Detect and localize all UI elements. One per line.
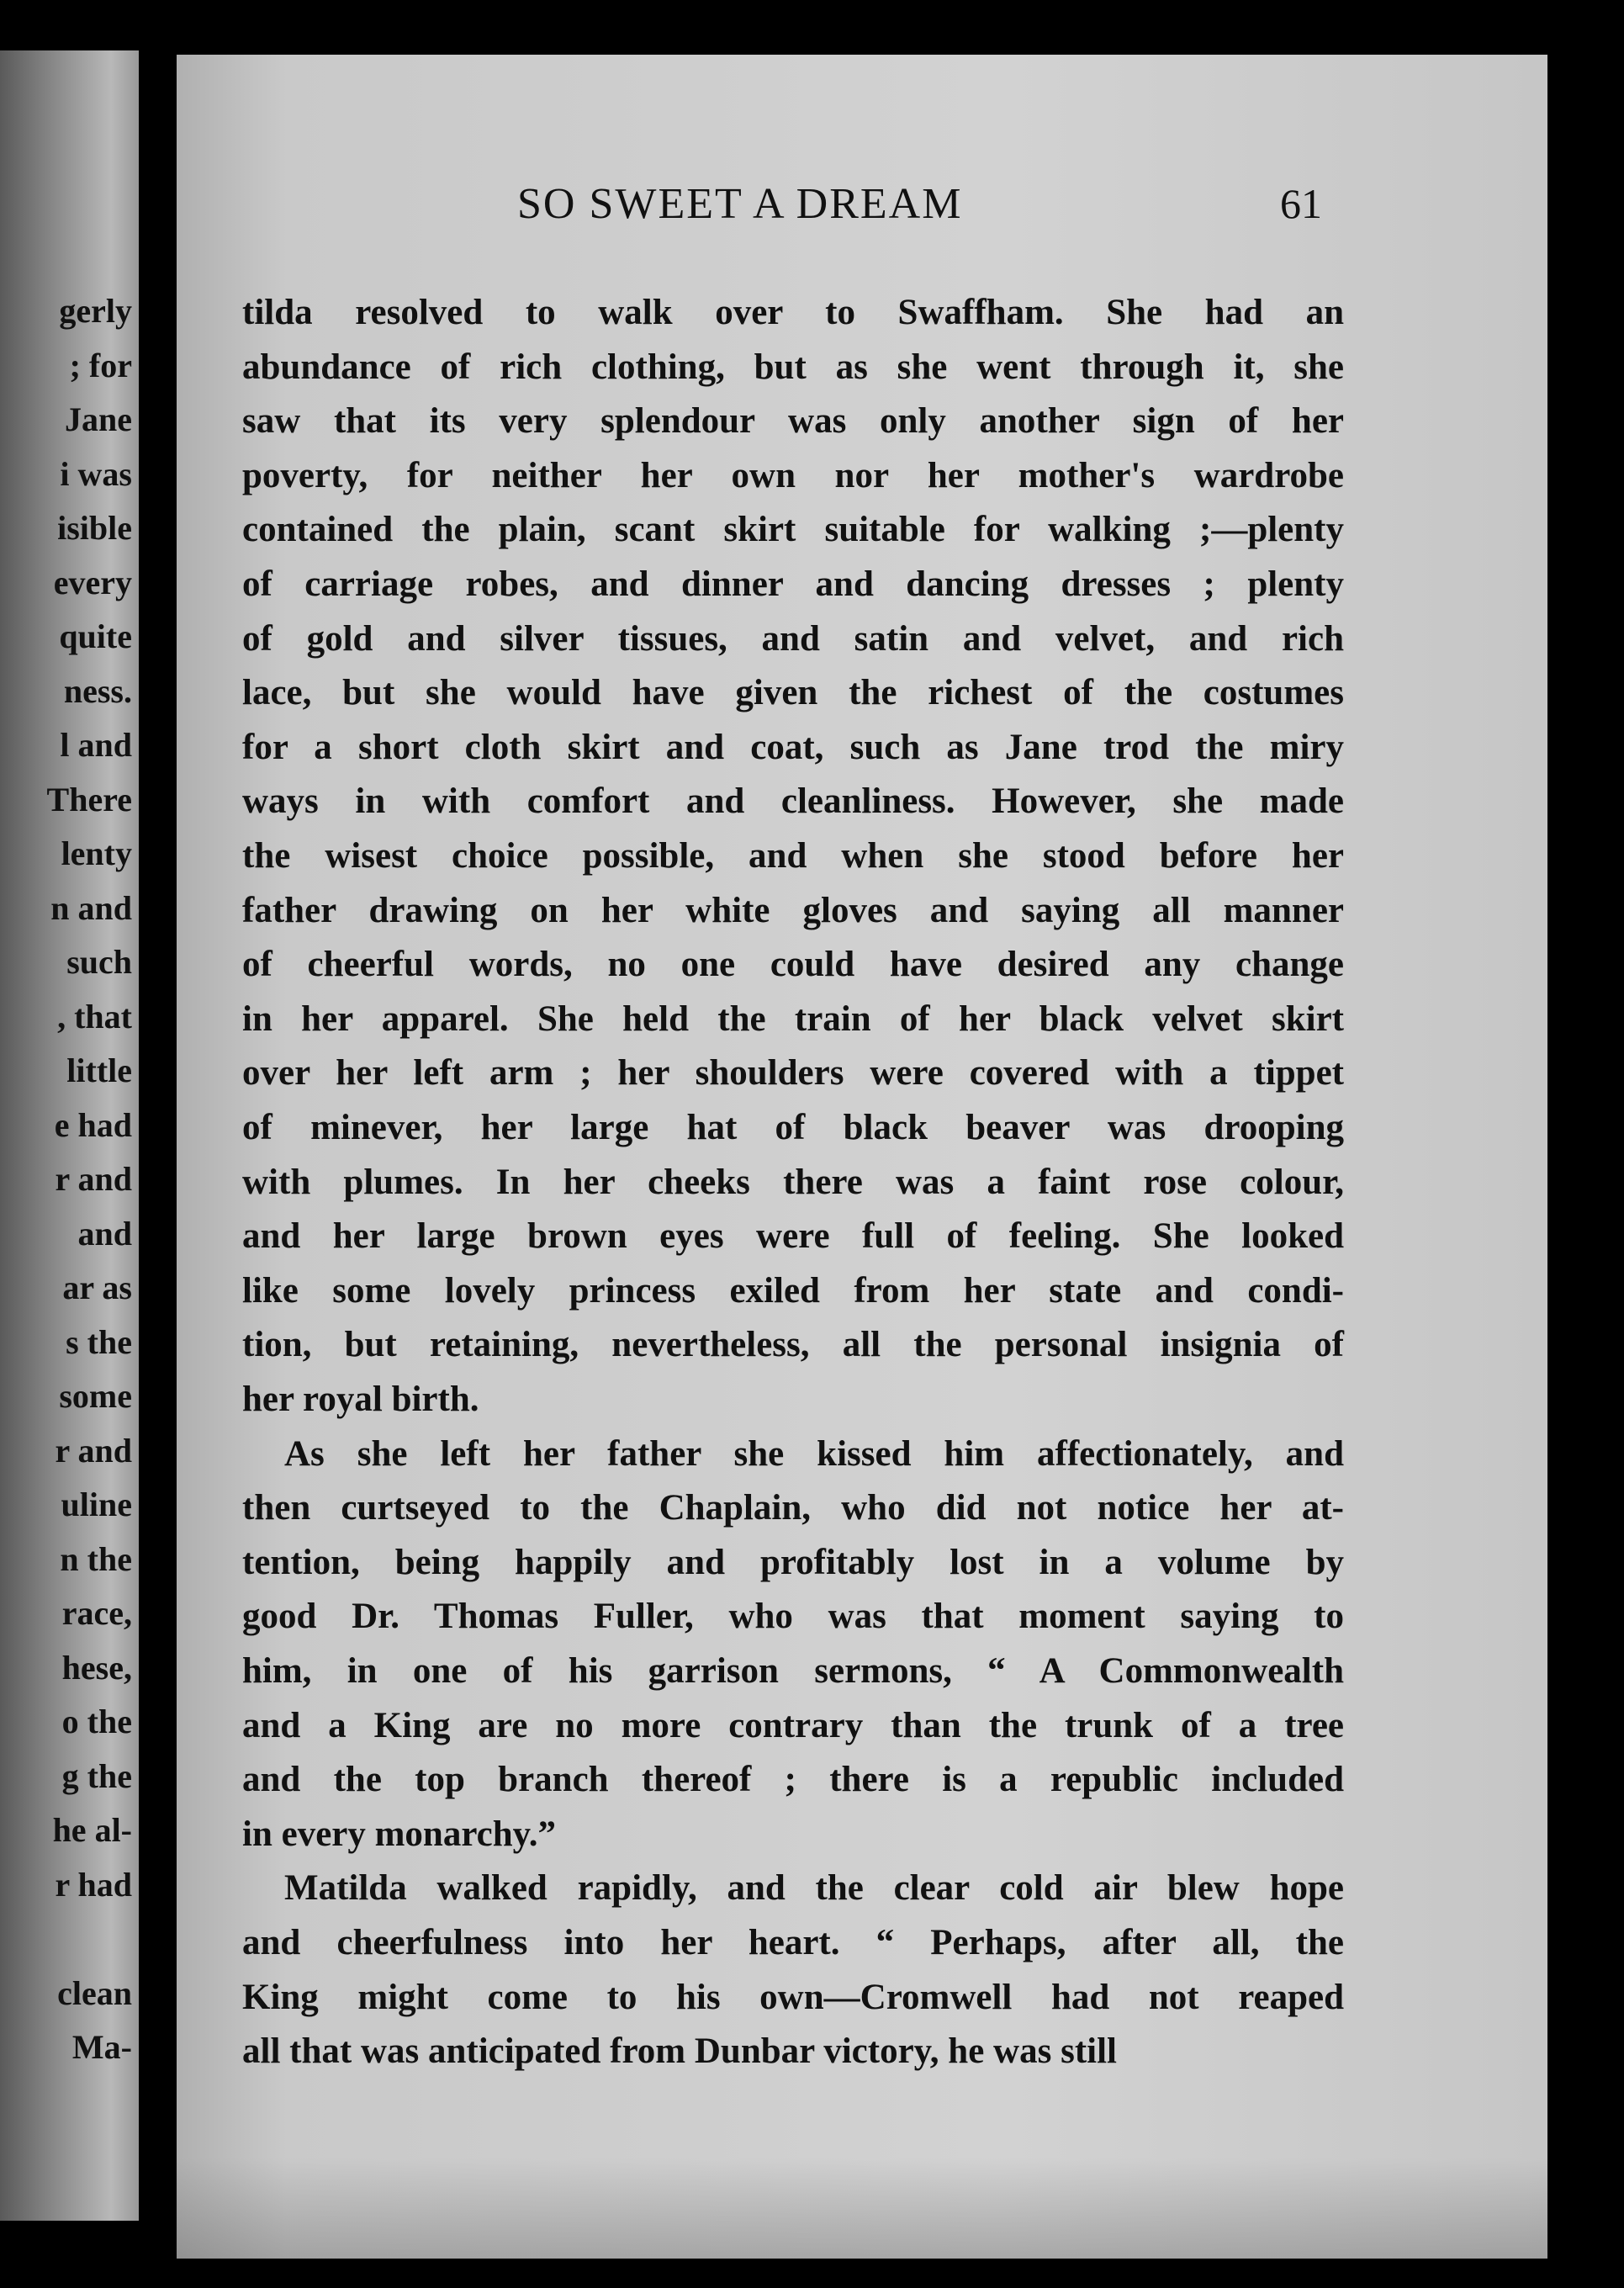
text-line: the wisest choice possible, and when she stood before her [242, 836, 1344, 876]
text-line: contained the plain, scant skirt suitable for walking ;—plenty [242, 510, 1344, 550]
facing-page-fragment: such [66, 943, 132, 981]
facing-page-fragment: he al- [52, 1811, 132, 1849]
text-line: Matilda walked rapidly, and the clear cold air blew hope [284, 1868, 1344, 1909]
text-line: saw that its very splendour was only another sign of her [242, 401, 1344, 442]
facing-page-fragment: r and [55, 1431, 132, 1470]
facing-page-fragment: ar as [62, 1268, 132, 1306]
facing-page-fragment: Jane [65, 400, 132, 438]
facing-page-fragment: n and [50, 888, 132, 927]
facing-page-fragment: and [77, 1214, 132, 1253]
facing-page-fragment: Ma- [71, 2028, 132, 2066]
facing-page-fragment: some [59, 1377, 132, 1415]
text-line: father drawing on her white gloves and saying all manner [242, 890, 1344, 930]
facing-page-fragment: quite [59, 617, 132, 655]
text-line: of gold and silver tissues, and satin and velvet, and rich [242, 618, 1344, 659]
facing-page-fragment: l and [60, 726, 132, 764]
text-line: of cheerful words, no one could have desired any change [242, 945, 1344, 985]
facing-page-fragment: i was [60, 454, 132, 493]
text-line: her royal birth. [242, 1380, 479, 1419]
facing-page-edge [0, 50, 139, 2221]
text-line: lace, but she would have given the richest of the costumes [242, 673, 1344, 713]
page-header [177, 179, 1547, 238]
facing-page-fragment: n the [60, 1539, 132, 1578]
text-line: of minever, her large hat of black beaver was drooping [242, 1108, 1344, 1147]
text-line: with plumes. In her cheeks there was a faint rose colour, [242, 1162, 1344, 1202]
text-line: As she left her father she kissed him affectionately, and [284, 1433, 1344, 1474]
facing-page-fragment: e had [54, 1105, 132, 1144]
text-line: him, in one of his garrison sermons, “ A Commonwealth [242, 1651, 1344, 1691]
scan-border [1547, 50, 1624, 2288]
text-line: in every monarchy.” [242, 1814, 557, 1854]
text-line: of carriage robes, and dinner and dancing dresses ; plenty [242, 564, 1344, 604]
facing-page-fragment: hese, [61, 1648, 132, 1687]
page-number: 61 [1280, 180, 1322, 227]
text-line: over her left arm ; her shoulders were covered with a tippet [242, 1053, 1344, 1094]
text-line: good Dr. Thomas Fuller, who was that moment saying to [242, 1597, 1344, 1637]
facing-page-fragment: clean [57, 1973, 132, 2012]
book-gutter [139, 34, 177, 2254]
text-line: in her apparel. She held the train of her black velvet skirt [242, 998, 1344, 1039]
text-line: ways in with comfort and cleanliness. However, she made [242, 781, 1344, 822]
facing-page-fragment: s the [66, 1322, 132, 1361]
text-line: then curtseyed to the Chaplain, who did not notice her at- [242, 1488, 1344, 1528]
text-line: and the top branch thereof ; there is a republic included [242, 1760, 1344, 1800]
facing-page-fragment: little [66, 1051, 132, 1089]
facing-page-fragment: isible [57, 509, 132, 547]
text-line: for a short cloth skirt and coat, such as Jane trod the miry [242, 727, 1344, 767]
facing-page-fragment: uline [61, 1486, 132, 1523]
facing-page-fragment: every [53, 563, 132, 601]
text-line: tion, but retaining, nevertheless, all the personal insignia of [242, 1325, 1344, 1365]
book-page [177, 55, 1547, 2259]
facing-page-fragment: r and [55, 1160, 132, 1198]
facing-page-fragment: ness. [63, 671, 132, 710]
facing-page-fragment: lenty [61, 834, 132, 872]
page-shadow [177, 2158, 1547, 2259]
running-title: SO SWEET A DREAM [517, 180, 963, 228]
text-line: tilda resolved to walk over to Swaffham. She had an [242, 293, 1344, 332]
text-line: poverty, for neither her own nor her mother's wardrobe [242, 455, 1344, 495]
facing-page-fragment: r had [55, 1865, 132, 1904]
facing-page-fragment: There [46, 780, 132, 818]
facing-page-fragment: race, [61, 1594, 132, 1632]
text-line: tention, being happily and profitably lost in a volume by [242, 1542, 1344, 1582]
facing-page-fragment: gerly [59, 292, 132, 330]
text-line: all that was anticipated from Dunbar victory, he was still [242, 2031, 1117, 2072]
text-line: and cheerfulness into her heart. “ Perhaps, after all, the [242, 1923, 1344, 1962]
text-line: abundance of rich clothing, but as she went through it, she [242, 347, 1344, 387]
facing-page-fragment: o the [61, 1703, 132, 1740]
facing-page-fragment: ; for [69, 346, 132, 384]
facing-page-fragment: g the [61, 1756, 132, 1795]
text-line: and her large brown eyes were full of feeling. She looked [242, 1216, 1344, 1257]
text-line: like some lovely princess exiled from her state and condi- [242, 1270, 1344, 1311]
text-line: and a King are no more contrary than the trunk of a tree [242, 1705, 1344, 1745]
facing-page-fragment: , that [57, 997, 132, 1035]
text-line: King might come to his own—Cromwell had not reaped [242, 1977, 1344, 2017]
